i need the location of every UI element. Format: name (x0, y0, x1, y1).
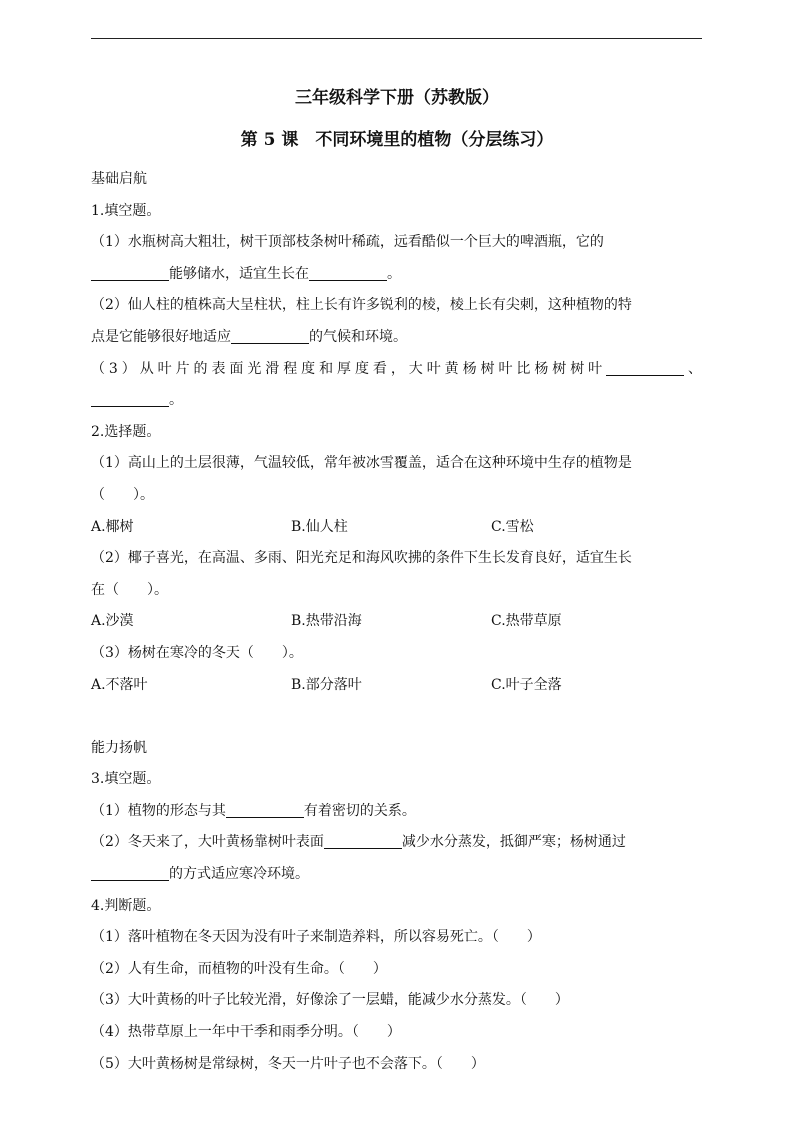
answer-blank[interactable] (91, 262, 169, 281)
section-heading-advanced: 能力扬帆 (91, 739, 147, 756)
choice-option-a[interactable]: A.沙漠 (91, 613, 134, 630)
answer-blank[interactable] (226, 799, 304, 818)
top-rule (91, 38, 702, 39)
q3-item2-line2 (91, 859, 702, 891)
q2-item2-line1: （2）椰子喜光，在高温、多雨、阳光充足和海风吹拂的条件下生长发育良好，适宜生长 (91, 550, 632, 567)
q3-item2-line1 (91, 827, 702, 859)
q1-item3-text: （3）从叶片的表面光滑程度和厚度看，大叶黄杨树叶比杨树树叶 (91, 360, 607, 377)
answer-blank[interactable] (606, 357, 684, 376)
question-3-heading: 3.填空题。 (91, 771, 161, 788)
choice-option-c[interactable]: C.叶子全落 (491, 676, 562, 693)
q2-item2-options (91, 606, 702, 638)
answer-blank[interactable] (231, 325, 309, 344)
q1-item3-line2 (91, 385, 702, 417)
true-false-item[interactable]: （1）落叶植物在冬天因为没有叶子来制造养料，所以容易死亡。（ ） (91, 929, 541, 946)
q2-item1-line1: （1）高山上的土层很薄，气温较低，常年被冰雪覆盖，适合在这种环境中生存的植物是 (91, 455, 632, 472)
q1-item3-sep: 、 (684, 360, 702, 377)
q1-item2-line2 (91, 322, 702, 354)
choice-option-b[interactable]: B.仙人柱 (291, 518, 348, 535)
q3-item2-mid: 减少水分蒸发，抵御严寒；杨树通过 (401, 834, 626, 851)
answer-blank[interactable] (309, 262, 387, 281)
true-false-item[interactable]: （4）热带草原上一年中干季和雨季分明。（ ） (91, 1024, 401, 1041)
worksheet-body (91, 164, 702, 1080)
q1-item2-end: 的气候和环境。 (309, 328, 407, 345)
q2-item2-line2[interactable]: 在（ ）。 (91, 581, 168, 598)
q2-item1-options (91, 512, 702, 544)
choice-option-b[interactable]: B.热带沿海 (291, 613, 362, 630)
q1-item1-line1: （1）水瓶树高大粗壮，树干顶部枝条树叶稀疏，远看酷似一个巨大的啤酒瓶，它的 (91, 234, 604, 251)
q1-item3-line1 (91, 354, 702, 386)
answer-blank[interactable] (91, 862, 169, 881)
worksheet-title: 三年级科学下册（苏教版） (295, 88, 499, 108)
section-heading-basic: 基础启航 (91, 171, 147, 187)
q3-item2-end: 的方式适应寒冷环境。 (169, 866, 309, 883)
question-2-heading: 2.选择题。 (91, 423, 161, 440)
q3-item2-text: （2）冬天来了，大叶黄杨靠树叶表面 (91, 834, 324, 851)
q1-item1-end: 。 (387, 265, 401, 282)
question-4-heading: 4.判断题。 (91, 897, 161, 914)
choice-option-c[interactable]: C.热带草原 (491, 613, 562, 630)
q1-item1-line2 (91, 259, 702, 291)
q1-item2-text: 点是它能够很好地适应 (91, 328, 231, 345)
true-false-item[interactable]: （2）人有生命，而植物的叶没有生命。（ ） (91, 960, 387, 977)
question-1-heading: 1.填空题。 (91, 202, 161, 219)
q1-item2-line1: （2）仙人柱的植株高大呈柱状，柱上长有许多锐利的棱，棱上长有尖刺，这种植物的特 (91, 297, 632, 314)
q2-item3-options (91, 670, 702, 702)
q3-item1-end: 有着密切的关系。 (303, 802, 416, 819)
q2-item3-line1[interactable]: （3）杨树在寒冷的冬天（ ）。 (91, 644, 303, 661)
q3-item1-text: （1）植物的形态与其 (91, 802, 226, 819)
q2-item1-line2[interactable]: （ ）。 (91, 486, 154, 503)
choice-option-a[interactable]: A.椰树 (91, 518, 134, 535)
q1-item3-end: 。 (169, 392, 183, 409)
choice-option-a[interactable]: A.不落叶 (91, 676, 148, 693)
lesson-title: 第 5 课 不同环境里的植物（分层练习） (240, 130, 554, 150)
choice-option-c[interactable]: C.雪松 (491, 518, 534, 535)
true-false-item[interactable]: （3）大叶黄杨的叶子比较光滑，好像涂了一层蜡，能减少水分蒸发。（ ） (91, 992, 569, 1009)
answer-blank[interactable] (91, 388, 169, 407)
answer-blank[interactable] (324, 830, 402, 849)
true-false-item[interactable]: （5）大叶黄杨树是常绿树，冬天一片叶子也不会落下。（ ） (91, 1055, 485, 1072)
choice-option-b[interactable]: B.部分落叶 (291, 676, 362, 693)
q1-item1-text: 能够储水，适宜生长在 (169, 265, 309, 282)
section-spacer (91, 701, 702, 733)
q3-item1-line1 (91, 796, 702, 828)
